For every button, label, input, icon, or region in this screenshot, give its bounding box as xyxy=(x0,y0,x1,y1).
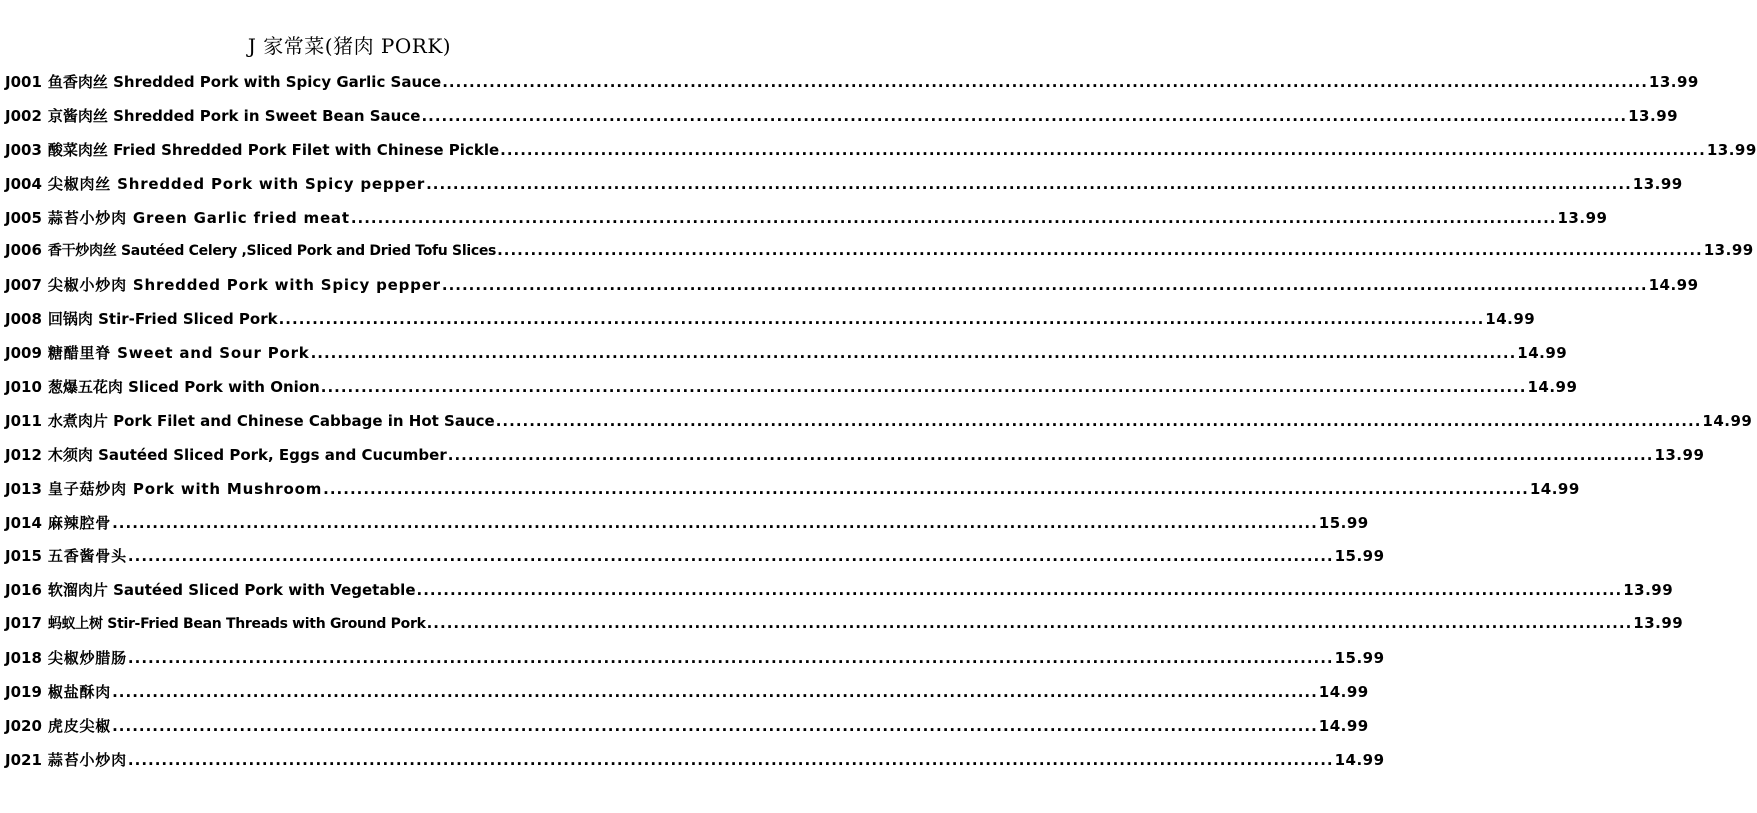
menu-item-j008 xyxy=(5,308,1536,342)
item-code: J003 xyxy=(5,140,42,159)
menu-item-j015 xyxy=(5,545,1385,579)
item-code: J018 xyxy=(5,649,42,668)
item-name: 葱爆五花肉 Sliced Pork with Onion xyxy=(47,378,320,397)
dot-leader xyxy=(426,175,1632,193)
item-price: 13.99 xyxy=(1623,581,1674,600)
item-name: 尖椒炒腊肠 xyxy=(47,649,127,668)
item-price: 13.99 xyxy=(1654,445,1705,464)
item-price: 14.99 xyxy=(1517,344,1568,363)
menu-item-j005 xyxy=(5,207,1608,241)
menu-item-j004 xyxy=(5,173,1683,207)
menu-item-j013 xyxy=(5,478,1580,512)
menu-item-j020 xyxy=(5,715,1369,749)
item-name: 麻辣腔骨 xyxy=(47,513,112,532)
item-code: J006 xyxy=(5,241,42,260)
item-name: 椒盐酥肉 xyxy=(47,683,112,702)
dot-leader xyxy=(112,514,1318,532)
item-name: 木须肉 Sautéed Sliced Pork, Eggs and Cucumber xyxy=(47,445,447,464)
dot-leader xyxy=(128,547,1334,565)
dot-leader xyxy=(442,73,1648,91)
item-price: 15.99 xyxy=(1318,513,1369,532)
item-code: J004 xyxy=(5,174,42,193)
item-code: J014 xyxy=(5,513,42,532)
menu-item-j021 xyxy=(5,749,1385,783)
dot-leader xyxy=(128,751,1334,769)
menu-item-j019 xyxy=(5,681,1369,715)
item-name: 蒜苔小炒肉 xyxy=(47,750,127,769)
item-code: J010 xyxy=(5,378,42,397)
dot-leader xyxy=(417,581,1623,599)
dot-leader xyxy=(497,241,1703,259)
item-name: 酸菜肉丝 Fried Shredded Pork Filet with Chinese Pickle xyxy=(47,140,500,159)
item-name: 五香酱骨头 xyxy=(47,547,127,566)
item-code: J016 xyxy=(5,581,42,600)
item-price: 13.99 xyxy=(1648,73,1699,91)
item-price: 14.99 xyxy=(1529,479,1580,498)
menu-item-j006 xyxy=(5,240,1754,274)
dot-leader xyxy=(128,649,1334,667)
menu-item-j003 xyxy=(5,139,1757,173)
dot-leader xyxy=(323,480,1529,498)
item-price: 14.99 xyxy=(1485,310,1536,329)
menu-item-j002 xyxy=(5,105,1679,139)
item-name: 京酱肉丝 Shredded Pork in Sweet Bean Sauce xyxy=(47,106,421,125)
item-price: 13.99 xyxy=(1628,106,1679,125)
dot-leader xyxy=(112,717,1318,735)
menu-item-j012 xyxy=(5,444,1705,478)
item-name: 香干炒肉丝 Sautéed Celery ,Sliced Pork and Dried Tofu Slices xyxy=(47,243,497,260)
menu-list xyxy=(5,71,1757,783)
item-price: 14.99 xyxy=(1648,276,1699,295)
item-price: 14.99 xyxy=(1702,411,1753,430)
menu-item-j010 xyxy=(5,376,1578,410)
dot-leader xyxy=(427,614,1633,632)
item-price: 14.99 xyxy=(1527,378,1578,397)
item-price: 13.99 xyxy=(1557,208,1608,227)
item-code: J019 xyxy=(5,683,42,702)
section-title: J 家常菜(猪肉 PORK) xyxy=(247,34,452,58)
item-code: J002 xyxy=(5,106,42,125)
item-code: J005 xyxy=(5,208,42,227)
dot-leader xyxy=(421,107,1627,125)
menu-item-j018 xyxy=(5,647,1385,681)
dot-leader xyxy=(321,378,1527,396)
item-name: 蚂蚁上树 Stir-Fried Bean Threads with Ground Pork xyxy=(47,616,426,633)
item-name: 皇子菇炒肉 Pork with Mushroom xyxy=(47,479,323,498)
menu-item-j007 xyxy=(5,274,1699,308)
item-price: 15.99 xyxy=(1334,547,1385,566)
item-name: 软溜肉片 Sautéed Sliced Pork with Vegetable xyxy=(47,581,416,600)
item-price: 14.99 xyxy=(1318,683,1369,702)
dot-leader xyxy=(279,310,1485,328)
menu-item-j017 xyxy=(5,613,1684,647)
dot-leader xyxy=(442,276,1648,294)
item-name: 尖椒小炒肉 Shredded Pork with Spicy pepper xyxy=(47,276,441,295)
item-name: 水煮肉片 Pork Filet and Chinese Cabbage in Hot Sauce xyxy=(47,411,495,430)
menu-item-j001 xyxy=(5,71,1699,105)
item-price: 13.99 xyxy=(1706,140,1757,159)
item-price: 13.99 xyxy=(1703,241,1754,260)
item-name: 虎皮尖椒 xyxy=(47,716,112,735)
dot-leader xyxy=(448,446,1654,464)
item-price: 14.99 xyxy=(1318,716,1369,735)
item-name: 蒜苔小炒肉 Green Garlic fried meat xyxy=(47,208,350,227)
menu-item-j014 xyxy=(5,512,1369,546)
menu-item-j016 xyxy=(5,579,1674,613)
item-name: 糖醋里脊 Sweet and Sour Pork xyxy=(47,344,310,363)
item-name: 鱼香肉丝 Shredded Pork with Spicy Garlic Sauce xyxy=(47,73,442,91)
menu-item-j011 xyxy=(5,410,1753,444)
dot-leader xyxy=(112,683,1318,701)
item-code: J007 xyxy=(5,276,42,295)
dot-leader xyxy=(500,141,1706,159)
item-code: J020 xyxy=(5,716,42,735)
item-name: 回锅肉 Stir-Fried Sliced Pork xyxy=(47,310,278,329)
item-code: J012 xyxy=(5,445,42,464)
item-code: J013 xyxy=(5,479,42,498)
item-code: J015 xyxy=(5,547,42,566)
item-code: J001 xyxy=(5,73,42,91)
dot-leader xyxy=(351,209,1557,227)
item-code: J009 xyxy=(5,344,42,363)
item-price: 14.99 xyxy=(1334,750,1385,769)
item-price: 13.99 xyxy=(1633,614,1684,633)
item-code: J021 xyxy=(5,750,42,769)
dot-leader xyxy=(496,412,1702,430)
menu-item-j009 xyxy=(5,342,1568,376)
item-code: J008 xyxy=(5,310,42,329)
item-price: 13.99 xyxy=(1632,174,1683,193)
item-name: 尖椒肉丝 Shredded Pork with Spicy pepper xyxy=(47,174,426,193)
item-code: J017 xyxy=(5,614,42,633)
item-price: 15.99 xyxy=(1334,649,1385,668)
item-code: J011 xyxy=(5,411,42,430)
dot-leader xyxy=(311,344,1517,362)
